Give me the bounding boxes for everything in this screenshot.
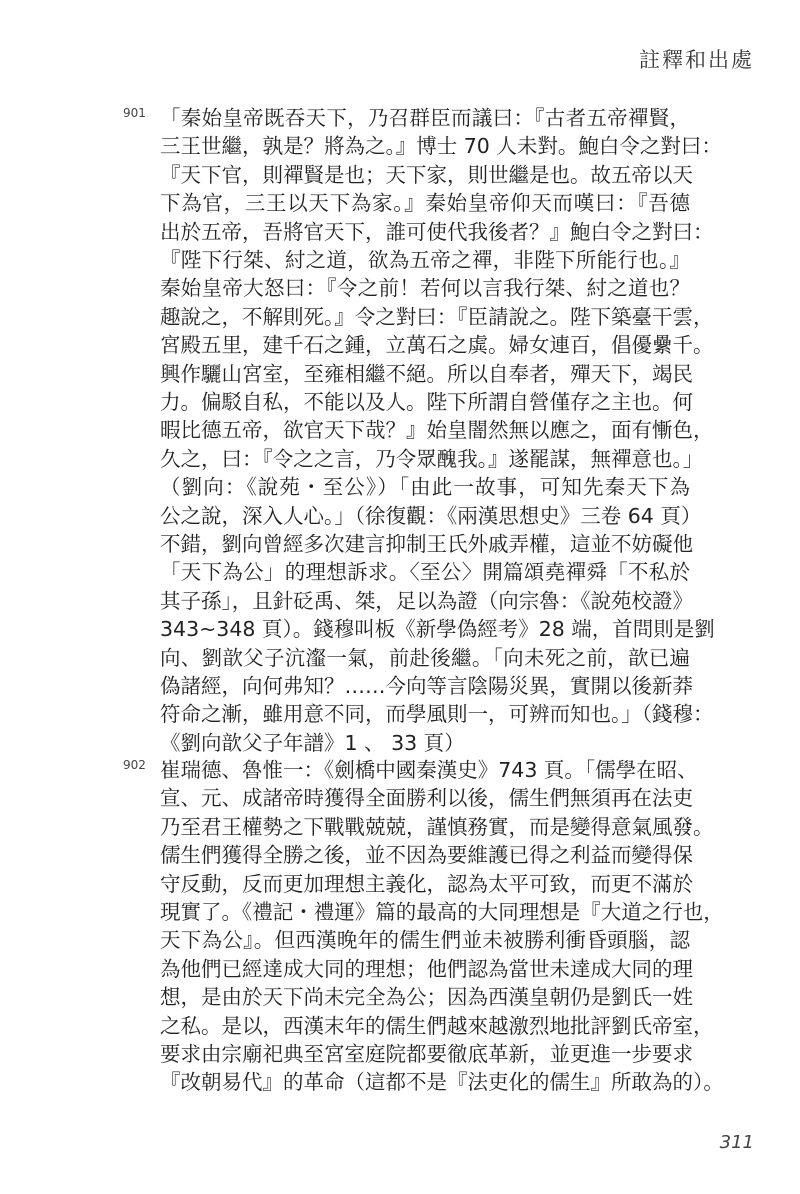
footnote-line: 343~348 頁）。錢穆叫板《新學偽經考》28 端，首問則是劉	[160, 617, 715, 642]
footnote-line: 天下為公』。但西漢晚年的儒生們並未被勝利衝昏頭腦，認	[160, 928, 690, 953]
footnote-line: 要求由宗廟祀典至宮室庭院都要徹底革新，並更進一步要求	[160, 1042, 693, 1066]
footnote-line: （劉向：《說苑・至公》）「由此一故事，可知先秦天下為	[160, 475, 690, 500]
footnote-line: 乃至君王權勢之下戰戰兢兢，謹慎務實，而是變得意氣風發。	[160, 814, 714, 839]
page-number: 311	[719, 1132, 754, 1153]
footnote-line: 儒生們獲得全勝之後，並不因為要維護已得之利益而變得保	[160, 843, 693, 868]
footnote-line: 想，是由於天下尚未完全為公；因為西漢皇朝仍是劉氏一姓	[160, 985, 693, 1010]
footnote-line: 「秦始皇帝既吞天下，乃召群臣而議曰：『古者五帝禪賢，	[160, 106, 690, 130]
footnote-line: 《劉向歆父子年譜》1 、 33 頁）	[160, 730, 465, 755]
footnote-line: 『陛下行桀、紂之道，欲為五帝之禪，非陛下所能行也。』	[160, 248, 690, 272]
footnote-number: 901	[123, 106, 146, 120]
footnote-line: 秦始皇帝大怒曰：『令之前！若何以言我行桀、紂之道也？	[160, 276, 690, 301]
footnote-line: 宣、元、成諸帝時獲得全面勝利以後，儒生們無須再在法吏	[160, 786, 693, 811]
footnote-line: 三王世繼，孰是？將為之。』博士 70 人未對。鮑白令之對曰：	[160, 134, 722, 159]
footnote-line: 其子孫」，且針砭禹、桀，足以為證（向宗魯：《說苑校證》	[160, 588, 693, 613]
footnote-line: 『天下官，則禪賢是也；天下家，則世繼是也。故五帝以天	[160, 162, 693, 187]
footnote-line: 公之說，深入人心。」（徐復觀：《兩漢思想史》三卷 64 頁）	[160, 503, 702, 528]
footnote-number: 902	[123, 758, 146, 772]
footnote-line: 不錯，劉向曾經多次建言抑制王氏外戚弄權，這並不妨礙他	[160, 532, 693, 556]
footnote-line: 偽諸經，向何弗知？……今向等言陰陽災異，實開以後新莽	[160, 674, 693, 698]
footnote-line: 向、劉歆父子沆瀣一氣，前赴後繼。「向未死之前，歆已遍	[160, 645, 690, 670]
footnote-line: 守反動，反而更加理想主義化，認為太平可致，而更不滿於	[160, 871, 693, 896]
footnote-line: 力。偏駁自私，不能以及人。陛下所謂自營僅存之主也。何	[160, 390, 693, 414]
footnote-line: 現實了。《禮記・禮運》篇的最高的大同理想是『大道之行也，	[160, 900, 724, 924]
footnote-line: 崔瑞德、魯惟一：《劍橋中國秦漢史》743 頁。「儒學在昭、	[160, 758, 698, 782]
footnote-line: 宮殿五里，建千石之鍾，立萬石之虡。婦女連百，倡優纍千。	[160, 333, 714, 358]
footnote-line: 出於五帝，吾將官天下，誰可使代我後者？』鮑白令之對曰：	[160, 219, 714, 244]
footnote-line: 『改朝易代』的革命（這都不是『法吏化的儒生』所敢為的）。	[160, 1070, 724, 1095]
footnote-line: 暇比德五帝，欲官天下哉？』始皇闇然無以應之，面有慚色，	[160, 418, 714, 443]
running-header: 註釋和出處	[639, 48, 754, 72]
footnote-line: 為他們已經達成大同的理想；他們認為當世未達成大同的理	[160, 956, 693, 981]
footnote-line: 久之，曰：『令之之言，乃令眾醜我。』遂罷謀，無禪意也。」	[160, 446, 704, 471]
footnote-line: 符命之漸，雖用意不同，而學風則一，可辨而知也。」（錢穆：	[160, 702, 714, 727]
footnote-line: 興作驪山宮室，至雍相繼不絕。所以自奉者，殫天下，竭民	[160, 361, 693, 386]
footnote-line: 趣說之，不解則死。』令之對曰：『臣請說之。陛下築臺干雲，	[160, 304, 714, 329]
footnote-line: 之私。是以，西漢末年的儒生們越來越激烈地批評劉氏帝室，	[160, 1013, 714, 1038]
footnote-line: 下為官，三王以天下為家。』秦始皇帝仰天而嘆曰：『吾德	[160, 191, 690, 216]
footnote-line: 「天下為公」的理想訴求。〈至公〉開篇頌堯禪舜「不私於	[160, 560, 690, 585]
